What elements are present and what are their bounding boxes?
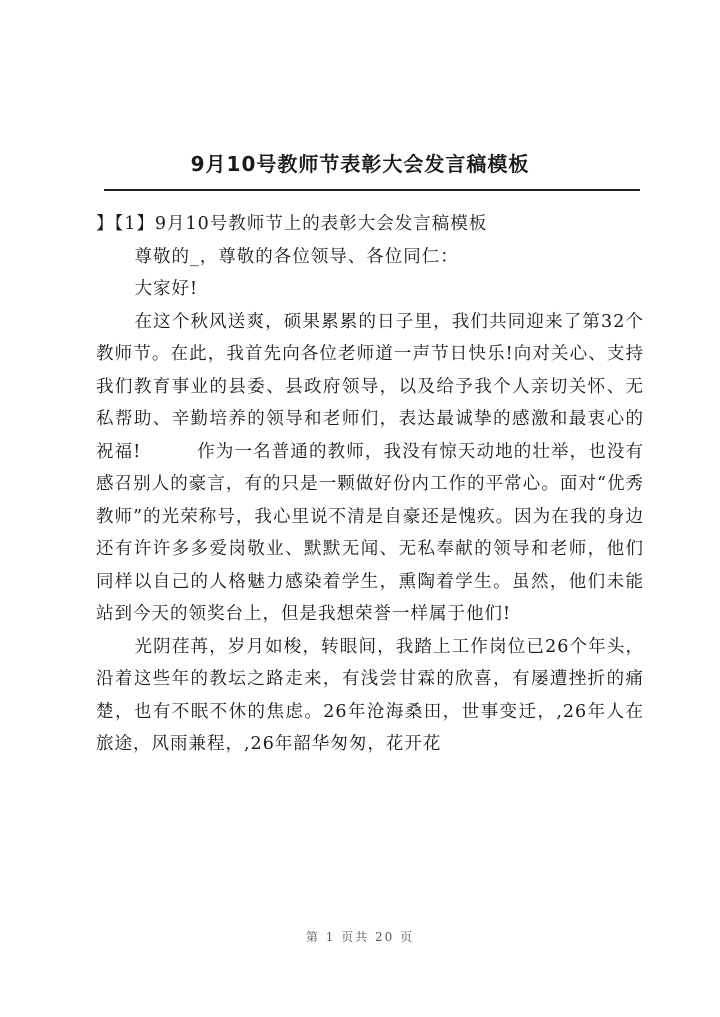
salutation-paragraph: 尊敬的_，尊敬的各位领导、各位同仁： bbox=[134, 246, 459, 267]
title-divider bbox=[104, 189, 640, 191]
page-number: 第 1 页共 20 页 bbox=[305, 930, 415, 944]
document-body bbox=[96, 208, 644, 761]
heading-paragraph: 】【1】9月10号教师节上的表彰大会发言稿模板 bbox=[96, 214, 488, 234]
body-paragraph-2: 光阴荏苒，岁月如梭，转眼间，我踏上工作岗位已26个年头，沿着这些年的教坛之路走来，有浅尝甘霖的欣喜，有屡遭挫折的痛楚，也有不眠不休的焦虑。26年沧海桑田，世事变迁，,26年人在旅途，风雨兼程，,26年韶华匆匆，花开花 bbox=[96, 636, 644, 754]
body-paragraph-1: 在这个秋风送爽，硕果累累的日子里，我们共同迎来了第32个教师节。在此，我首先向各位老师道一声节日快乐!向对关心、支持我们教育事业的县委、县政府领导，以及给予我个人亲切关怀、无私帮助、辛勤培养的领导和老师们，表达最诚挚的感激和最衷心的祝福! 作为一名普通的教师，我没有惊天动地的壮举，也没有感召别人的豪言，有的只是一颗做好份内工作的平常心。面对“优秀教师”的光荣称号，我心里说不清是自豪还是愧疚。因为在我的身边还有许许多多爱岗敬业、默默无闻、无私奉献的领导和老师，他们同样以自己的人格魅力感染着学生，熏陶着学生。虽然，他们未能站到今天的领奖台上，但是我想荣誉一样属于他们! bbox=[96, 311, 644, 624]
greeting-paragraph: 大家好! bbox=[134, 279, 199, 299]
document-title: 9月10号教师节表彰大会发言稿模板 bbox=[190, 152, 530, 176]
